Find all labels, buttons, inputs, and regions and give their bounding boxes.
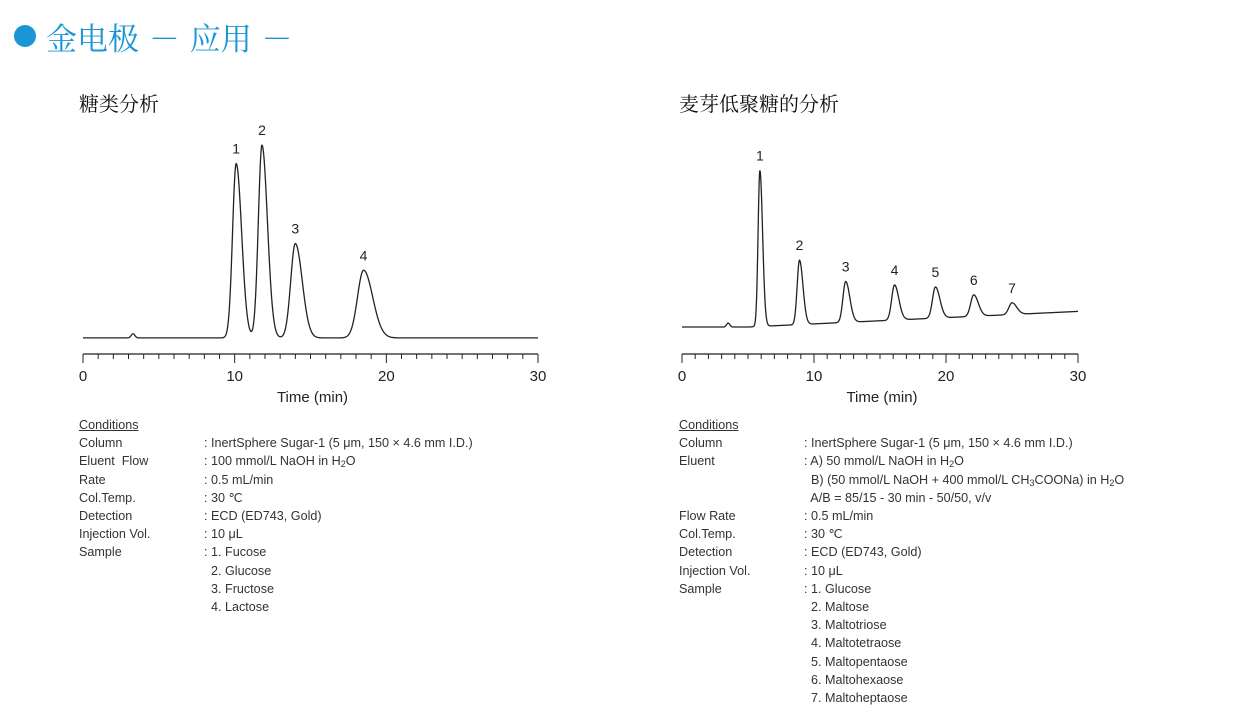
peak-label-3: 3 — [291, 220, 300, 237]
condition-row — [679, 562, 1124, 580]
condition-label: Column — [679, 436, 723, 451]
condition-row — [679, 525, 1124, 543]
peak-label-7: 7 — [1008, 279, 1016, 296]
x-tick-label: 10 — [226, 368, 244, 385]
x-tick-label: 20 — [937, 368, 955, 385]
condition-row — [79, 434, 473, 452]
condition-label: Detection — [679, 545, 733, 560]
peak-label-6: 6 — [969, 271, 978, 288]
condition-label: Detection — [79, 509, 133, 524]
condition-label: Injection Vol. — [79, 527, 151, 542]
peak-label-1: 1 — [755, 147, 764, 164]
condition-row — [79, 452, 473, 470]
condition-label — [679, 634, 804, 652]
x-tick-label: 0 — [677, 368, 687, 385]
peak-label-5: 5 — [931, 263, 940, 280]
condition-value: : ECD (ED743, Gold) — [804, 545, 922, 560]
condition-row — [679, 489, 1124, 507]
condition-value: 4. Lactose — [204, 600, 270, 615]
subscript: 3 — [1029, 477, 1035, 488]
condition-label: Eluent — [679, 454, 715, 469]
condition-row — [679, 616, 1124, 634]
condition-label — [679, 671, 804, 689]
condition-label — [679, 616, 804, 634]
condition-value: : InertSphere Sugar-1 (5 μm, 150 × 4.6 mm I.D.) — [204, 436, 473, 451]
condition-value: : 0.5 mL/min — [804, 509, 874, 524]
condition-label — [79, 562, 204, 580]
conditions-left — [79, 416, 473, 616]
condition-value: : 1. Fucose — [204, 545, 267, 560]
condition-row — [679, 580, 1124, 598]
peak-label-2: 2 — [258, 122, 266, 139]
condition-value: : 10 μL — [204, 527, 243, 542]
condition-value: : 30 ℃ — [204, 490, 243, 505]
x-tick-label: 30 — [529, 368, 547, 385]
condition-label — [679, 471, 804, 489]
condition-row — [679, 598, 1124, 616]
chart-title-left: 糖类分析 — [79, 92, 159, 116]
condition-row — [679, 543, 1124, 561]
conditions-heading: Conditions — [79, 418, 139, 432]
condition-row — [79, 562, 473, 580]
condition-value: : 100 mmol/L NaOH in $H_2O$ — [204, 454, 356, 470]
condition-value: 2. Maltose — [804, 600, 870, 615]
condition-label: Col.Temp. — [79, 490, 136, 505]
chart-title-right: 麦芽低聚糖的分析 — [679, 92, 839, 116]
condition-value: : A) 50 mmol/L NaOH in $H_2O$ — [804, 454, 964, 470]
condition-value: 3. Maltotriose — [804, 618, 887, 633]
condition-label: Flow Rate — [679, 509, 736, 524]
x-tick-label: 30 — [1069, 368, 1087, 385]
condition-row — [679, 434, 1124, 452]
condition-row — [79, 489, 473, 507]
x-tick-label: 10 — [805, 368, 823, 385]
peak-label-4: 4 — [359, 247, 368, 264]
condition-value: A/B = 85/15 - 30 min - 50/50, v/v — [804, 490, 992, 505]
condition-label: Col.Temp. — [679, 527, 736, 542]
condition-value: : InertSphere Sugar-1 (5 μm, 150 × 4.6 mm I.D.) — [804, 436, 1073, 451]
condition-value: : 30 ℃ — [804, 527, 843, 542]
condition-label: Rate — [79, 472, 106, 487]
chromatogram-line — [682, 170, 1078, 327]
peak-label-4: 4 — [890, 261, 899, 278]
condition-row — [679, 471, 1124, 489]
condition-value: 5. Maltopentaose — [804, 654, 908, 669]
condition-value: : ECD (ED743, Gold) — [204, 509, 322, 524]
x-axis-label: Time (min) — [276, 389, 349, 406]
condition-value: 2. Glucose — [204, 563, 272, 578]
condition-row — [679, 507, 1124, 525]
condition-row — [679, 452, 1124, 470]
condition-row — [79, 543, 473, 561]
condition-value: B) (50 mmol/L NaOH + 400 mmol/L $CH_3COONa$) in $H_2O$ — [804, 472, 1125, 488]
condition-value: 7. Maltoheptaose — [804, 691, 908, 706]
peak-label-2: 2 — [795, 237, 804, 254]
x-tick-label: 0 — [78, 368, 88, 385]
x-tick-label: 20 — [377, 368, 395, 385]
condition-label — [679, 598, 804, 616]
condition-row — [79, 580, 473, 598]
condition-label — [679, 489, 804, 507]
condition-label: Injection Vol. — [679, 563, 751, 578]
subscript: 2 — [949, 459, 955, 470]
x-axis-label: Time (min) — [846, 389, 918, 406]
condition-row — [679, 653, 1124, 671]
condition-value: : 10 μL — [804, 563, 843, 578]
subscript: 2 — [340, 459, 346, 470]
conditions-right — [679, 416, 1124, 707]
condition-label — [79, 580, 204, 598]
condition-label: Sample — [79, 545, 122, 560]
condition-row — [679, 634, 1124, 652]
peak-label-1: 1 — [232, 140, 241, 157]
condition-value: : 0.5 mL/min — [204, 472, 274, 487]
page-title: 金电极 － 应用 － — [46, 21, 293, 58]
condition-value: : 1. Glucose — [804, 581, 872, 596]
condition-row — [679, 689, 1124, 707]
conditions-heading: Conditions — [679, 418, 739, 432]
condition-row — [79, 507, 473, 525]
condition-label — [679, 689, 804, 707]
peak-label-3: 3 — [841, 258, 850, 275]
condition-row — [79, 471, 473, 489]
subscript: 2 — [1109, 477, 1115, 488]
condition-row — [679, 671, 1124, 689]
condition-label — [79, 598, 204, 616]
condition-label: Sample — [679, 581, 722, 596]
condition-row — [79, 525, 473, 543]
condition-label — [679, 653, 804, 671]
condition-label: Column — [79, 436, 123, 451]
condition-row — [79, 598, 473, 616]
condition-value: 3. Fructose — [204, 581, 274, 596]
condition-label: Eluent Flow — [79, 454, 149, 469]
condition-value: 4. Maltotetraose — [804, 636, 902, 651]
condition-value: 6. Maltohexaose — [804, 672, 904, 687]
